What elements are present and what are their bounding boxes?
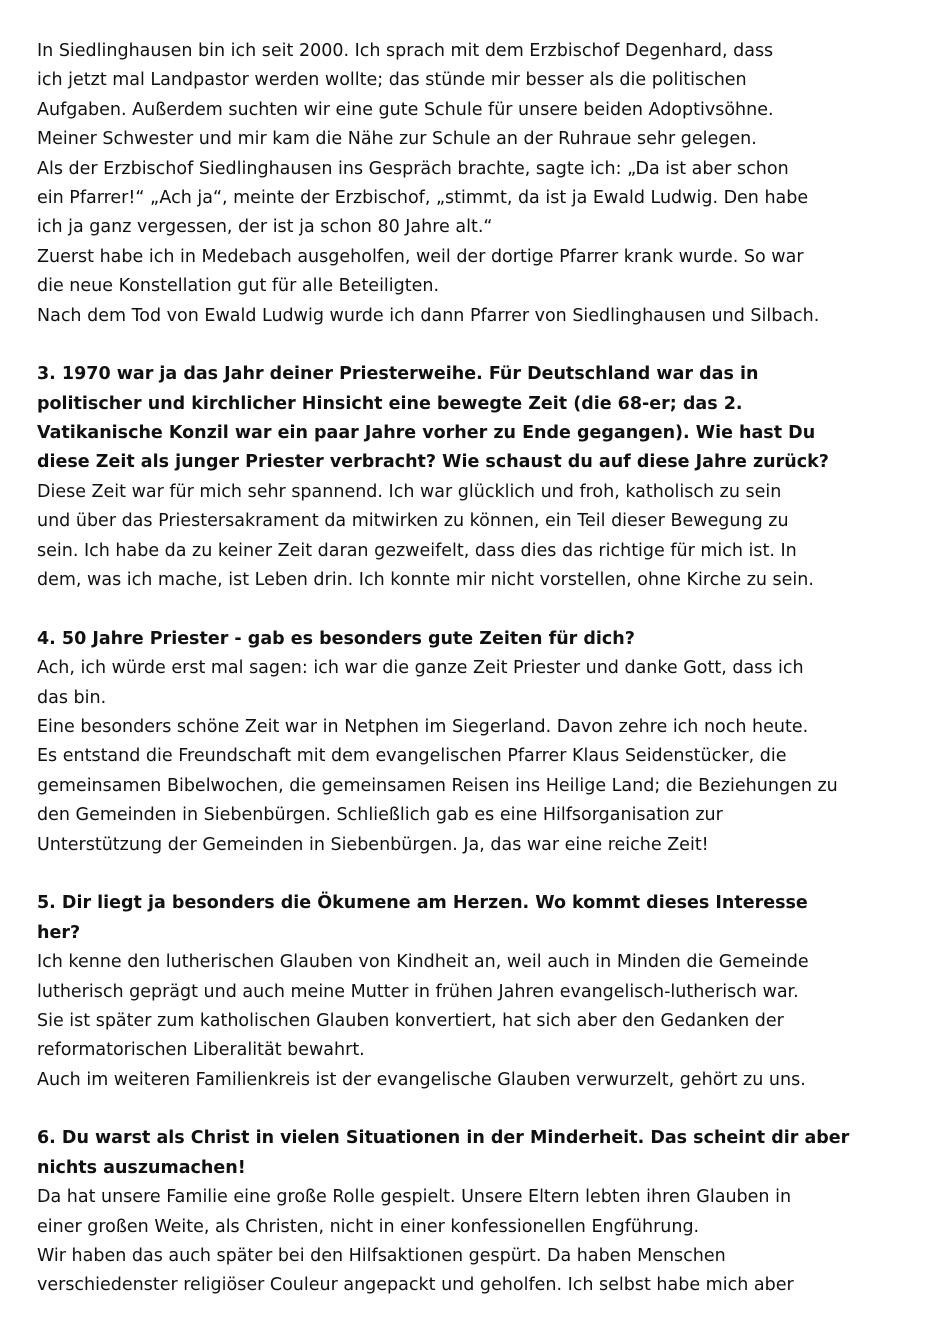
text-line: Aufgaben. Außerdem suchten wir eine gute Schule für unsere beiden Adoptivsöhne. (37, 99, 774, 120)
text-line: sein. Ich habe da zu keiner Zeit daran gezweifelt, dass dies das richtige für mich ist. In (37, 540, 797, 561)
text-line: Zuerst habe ich in Medebach ausgeholfen, weil der dortige Pfarrer krank wurde. So war (37, 246, 804, 267)
document-page (37, 37, 917, 1301)
question-heading (37, 889, 917, 948)
question-heading (37, 1124, 917, 1183)
question-line: her? (37, 922, 81, 943)
text-line: dem, was ich mache, ist Leben drin. Ich konnte mir nicht vorstellen, ohne Kirche zu sein. (37, 570, 814, 591)
question-line: Vatikanische Konzil war ein paar Jahre vorher zu Ende gegangen). Wie hast Du (37, 423, 816, 444)
text-line: und über das Priestersakrament da mitwirken zu können, ein Teil dieser Bewegung zu (37, 511, 789, 532)
blank-line (37, 331, 917, 360)
text-line: Ach, ich würde erst mal sagen: ich war die ganze Zeit Priester und danke Gott, dass ich (37, 658, 804, 679)
answer-paragraph (37, 654, 917, 860)
text-line: In Siedlinghausen bin ich seit 2000. Ich sprach mit dem Erzbischof Degenhard, dass (37, 41, 774, 61)
text-line: die neue Konstellation gut für alle Beteiligten. (37, 276, 440, 297)
question-line: nichts auszumachen! (37, 1157, 246, 1178)
question-line: diese Zeit als junger Priester verbracht? Wie schaust du auf diese Jahre zurück? (37, 452, 829, 473)
answer-paragraph (37, 478, 917, 596)
text-line: Sie ist später zum katholischen Glauben konvertiert, hat sich aber den Gedanken der (37, 1010, 784, 1031)
question-heading (37, 360, 917, 478)
text-line: den Gemeinden in Siebenbürgen. Schließlich gab es eine Hilfsorganisation zur (37, 805, 723, 826)
blank-line (37, 595, 917, 624)
answer-paragraph (37, 1183, 917, 1301)
text-line: Auch im weiteren Familienkreis ist der evangelische Glauben verwurzelt, gehört zu uns. (37, 1069, 806, 1090)
paragraph (37, 37, 917, 331)
text-line: ich ja ganz vergessen, der ist ja schon 80 Jahre alt.“ (37, 217, 493, 238)
text-line: Eine besonders schöne Zeit war in Netphen im Siegerland. Davon zehre ich noch heute. (37, 716, 809, 737)
text-line: Wir haben das auch später bei den Hilfsaktionen gespürt. Da haben Menschen (37, 1246, 726, 1267)
text-line: ein Pfarrer!“ „Ach ja“, meinte der Erzbischof, „stimmt, da ist ja Ewald Ludwig. Den habe (37, 187, 809, 208)
question-line: 6. Du warst als Christ in vielen Situationen in der Minderheit. Das scheint dir aber (37, 1128, 850, 1149)
question-line: 4. 50 Jahre Priester - gab es besonders gute Zeiten für dich? (37, 628, 635, 649)
text-line: Diese Zeit war für mich sehr spannend. Ich war glücklich und froh, katholisch zu sein (37, 481, 782, 502)
question-line: politischer und kirchlicher Hinsicht eine bewegte Zeit (die 68-er; das 2. (37, 393, 743, 414)
text-line: Ich kenne den lutherischen Glauben von Kindheit an, weil auch in Minden die Gemeinde (37, 952, 809, 973)
text-line: das bin. (37, 687, 107, 708)
question-heading (37, 625, 917, 654)
text-line: einer großen Weite, als Christen, nicht in einer konfessionellen Engführung. (37, 1216, 700, 1237)
text-line: reformatorischen Liberalität bewahrt. (37, 1040, 365, 1061)
text-line: lutherisch geprägt und auch meine Mutter in frühen Jahren evangelisch-lutherisch war. (37, 981, 799, 1002)
text-line: Nach dem Tod von Ewald Ludwig wurde ich dann Pfarrer von Siedlinghausen und Silbach. (37, 305, 820, 326)
text-line: Als der Erzbischof Siedlinghausen ins Gespräch brachte, sagte ich: „Da ist aber schon (37, 158, 789, 179)
blank-line (37, 1095, 917, 1124)
text-line: Es entstand die Freundschaft mit dem evangelischen Pfarrer Klaus Seidenstücker, die (37, 746, 787, 767)
question-line: 3. 1970 war ja das Jahr deiner Priesterweihe. Für Deutschland war das in (37, 364, 759, 385)
question-line: 5. Dir liegt ja besonders die Ökumene am Herzen. Wo kommt dieses Interesse (37, 893, 808, 914)
text-line: verschiedenster religiöser Couleur angepackt und geholfen. Ich selbst habe mich aber (37, 1275, 794, 1296)
blank-line (37, 860, 917, 889)
text-line: Unterstützung der Gemeinden in Siebenbürgen. Ja, das war eine reiche Zeit! (37, 834, 709, 855)
answer-paragraph (37, 948, 917, 1095)
text-line: Da hat unsere Familie eine große Rolle gespielt. Unsere Eltern lebten ihren Glauben in (37, 1187, 792, 1208)
text-line: Meiner Schwester und mir kam die Nähe zur Schule an der Ruhraue sehr gelegen. (37, 129, 757, 150)
text-line: gemeinsamen Bibelwochen, die gemeinsamen Reisen ins Heilige Land; die Beziehungen zu (37, 775, 838, 796)
text-line: ich jetzt mal Landpastor werden wollte; das stünde mir besser als die politischen (37, 70, 747, 91)
